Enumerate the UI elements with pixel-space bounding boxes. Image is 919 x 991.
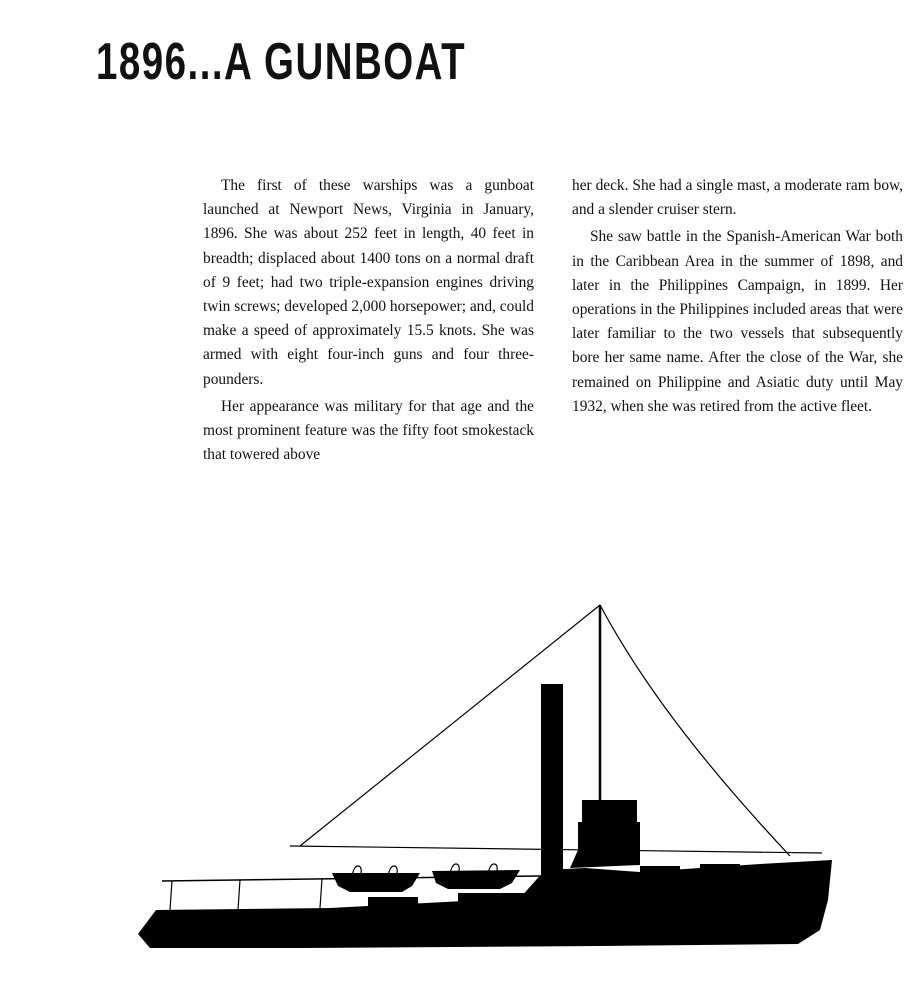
pilot-house: [582, 800, 637, 824]
paragraph: She saw battle in the Spanish-American War both in the Caribbean Area in the summer of 1898, and later in the Philippines Campaign, in 1899. Her operations in the Philippines included areas that were later familiar to the two vessels that subsequently bore her same name. After the close of the War, she remained on Philippine and Asiatic duty until May 1932, when she was retired from the active fleet.: [572, 228, 903, 415]
smokestack: [541, 684, 563, 874]
bridge-deck: [570, 822, 640, 868]
lifeboat: [432, 870, 520, 889]
hull-silhouette: [138, 684, 832, 948]
text-column-left: [203, 174, 534, 470]
paragraph: her deck. She had a single mast, a moderate ram bow, and a slender cruiser stern.: [572, 177, 903, 219]
lifeboat: [332, 873, 420, 892]
paragraph: The first of these warships was a gunboat launched at Newport News, Virginia in January, 1896. She was about 252 feet in length, 40 feet in breadth; displaced about 1400 tons on a normal draft of 9 feet; had two triple-expansion engines driving twin screws; developed 2,000 horsepower; and, could make a speed of approximately 15.5 knots. She was armed with eight four-inch guns and four three-pounders.: [203, 177, 534, 388]
gunboat-illustration: [0, 560, 919, 991]
text-column-right: [572, 174, 903, 422]
paragraph: Her appearance was military for that age and the most prominent feature was the fifty foot smokestack that towered above: [203, 397, 534, 464]
page-title: 1896...A GUNBOAT: [96, 33, 467, 91]
